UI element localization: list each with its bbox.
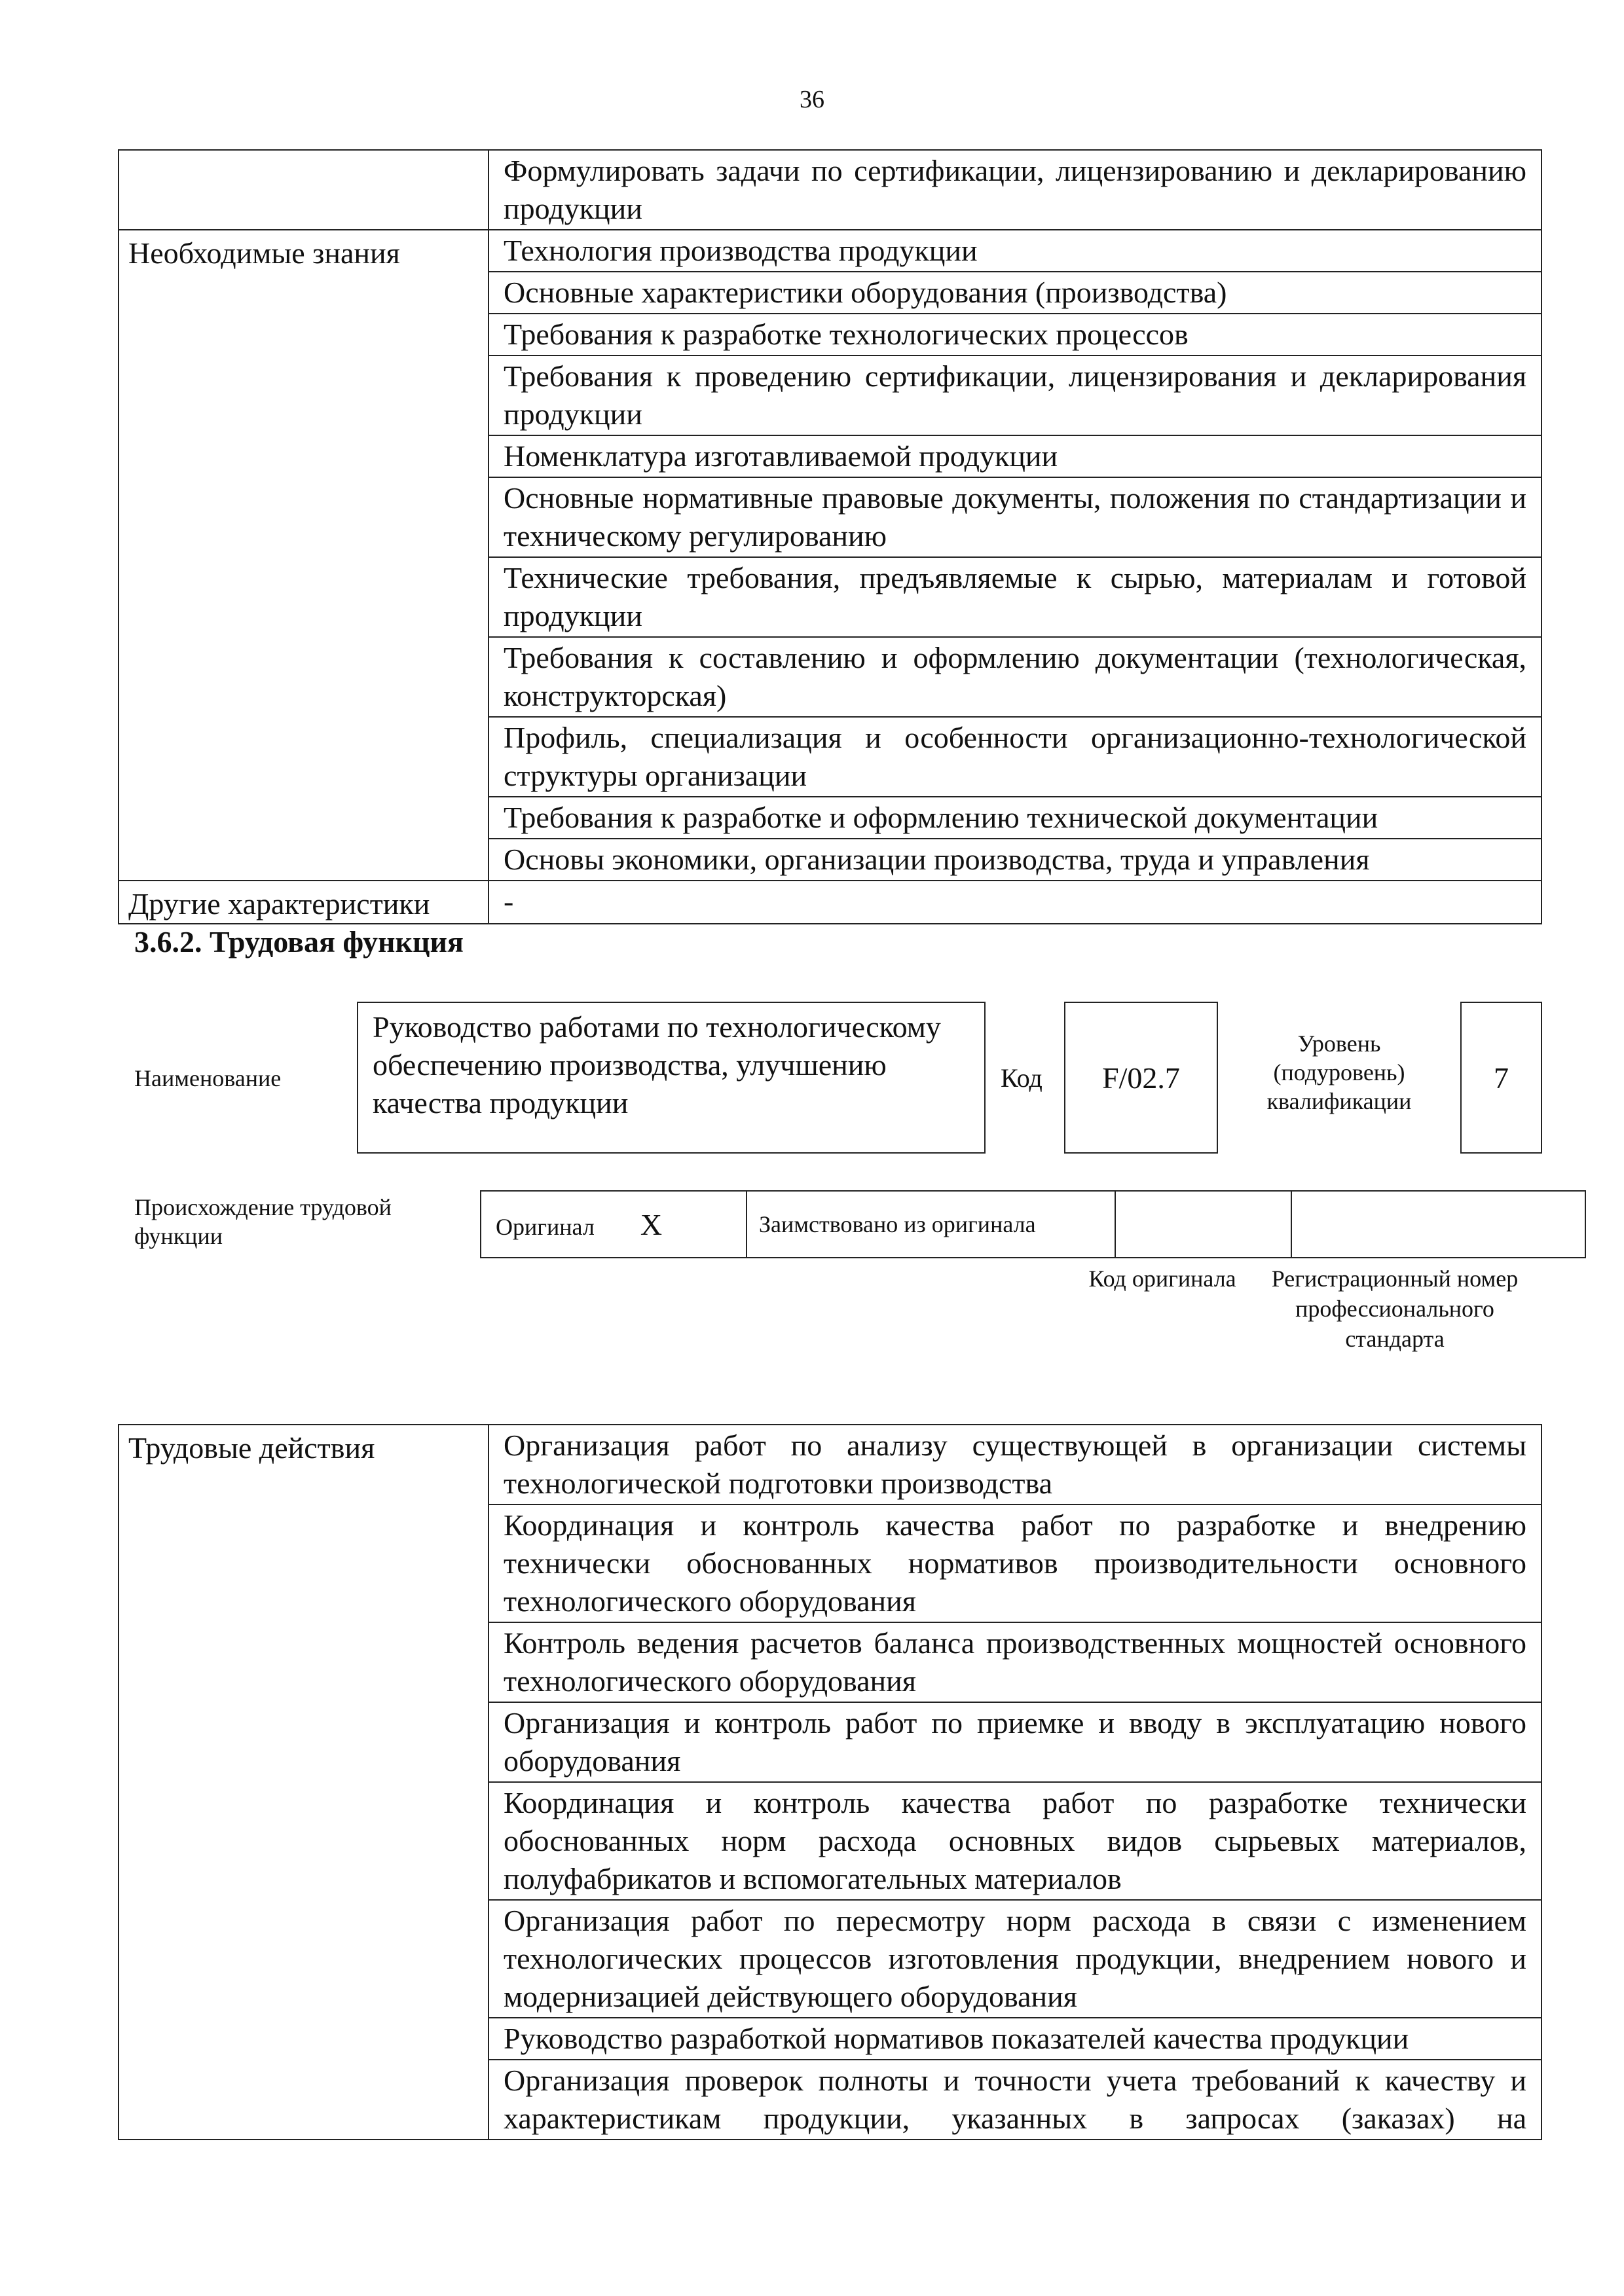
original-label: Оригинал xyxy=(496,1213,595,1240)
table-cell: Требования к проведению сертификации, лицензирования и декларирования продукции xyxy=(489,355,1541,435)
table-cell: Номенклатура изготавливаемой продукции xyxy=(489,435,1541,477)
table-cell: Профиль, специализация и особенности организационно-технологической структуры организации xyxy=(489,717,1541,797)
table-row xyxy=(481,1191,1585,1258)
code-value: F/02.7 xyxy=(1064,1002,1218,1154)
table-cell: Основные нормативные правовые документы, положения по стандартизации и техническому регулированию xyxy=(489,477,1541,557)
reg-caption: Регистрационный номер профессионального стандарта xyxy=(1271,1266,1519,1352)
level-label: Уровень (подуровень) квалификации xyxy=(1266,1030,1412,1114)
empty-label-cell xyxy=(119,150,489,230)
original-code-cell xyxy=(1115,1191,1291,1258)
table-cell: Контроль ведения расчетов баланса производственных мощностей основного технологического оборудования xyxy=(489,1622,1541,1702)
origin-table xyxy=(480,1190,1586,1258)
table-cell: Технические требования, предъявляемые к сырью, материалам и готовой продукции xyxy=(489,557,1541,637)
knowledge-label: Необходимые знания xyxy=(119,230,489,881)
other-label: Другие характеристики xyxy=(119,881,489,924)
table-cell: Организация проверок полноты и точности учета требований к качеству и характеристикам продукции, указанных в запросах (заказах) на xyxy=(489,2060,1541,2140)
page-number: 36 xyxy=(800,86,824,113)
code-label: Код xyxy=(1001,1063,1043,1093)
original-cell xyxy=(481,1191,747,1258)
origin-label: Происхождение трудовой функции xyxy=(134,1194,392,1249)
table-row xyxy=(119,230,1541,272)
table-row xyxy=(119,881,1541,924)
code-caption: Код оригинала xyxy=(1088,1266,1236,1292)
knowledge-table xyxy=(118,149,1542,924)
actions-label: Трудовые действия xyxy=(119,1425,489,2140)
name-value: Руководство работами по технологическому обеспечению производства, улучшению качества продукции xyxy=(357,1002,986,1154)
table-cell: Требования к составлению и оформлению документации (технологическая, конструкторская) xyxy=(489,637,1541,717)
table-cell: Технология производства продукции xyxy=(489,230,1541,272)
table-cell: Требования к разработке технологических процессов xyxy=(489,314,1541,355)
level-value: 7 xyxy=(1460,1002,1542,1154)
table-cell: Координация и контроль качества работ по разработке и внедрению технически обоснованных нормативов производительности основного технологического оборудования xyxy=(489,1504,1541,1622)
table-cell: Руководство разработкой нормативов показателей качества продукции xyxy=(489,2018,1541,2060)
table-cell: Координация и контроль качества работ по разработке технически обоснованных норм расхода основных видов сырьевых материалов, полуфабрикатов и вспомогательных материалов xyxy=(489,1782,1541,1900)
table-cell: Организация и контроль работ по приемке и вводу в эксплуатацию нового оборудования xyxy=(489,1702,1541,1782)
table-row xyxy=(119,1425,1541,1504)
borrowed-label: Заимствовано из оригинала xyxy=(747,1191,1115,1258)
table-cell: Организация работ по анализу существующей в организации системы технологической подготовки производства xyxy=(489,1425,1541,1504)
reg-number-cell xyxy=(1291,1191,1585,1258)
table-cell: Требования к разработке и оформлению технической документации xyxy=(489,797,1541,839)
table-cell: Основные характеристики оборудования (производства) xyxy=(489,272,1541,314)
other-value: - xyxy=(489,881,1541,924)
table-row xyxy=(119,150,1541,230)
actions-table xyxy=(118,1424,1542,2140)
original-mark: X xyxy=(640,1207,663,1241)
table-cell: Формулировать задачи по сертификации, лицензированию и декларированию продукции xyxy=(489,150,1541,230)
name-label: Наименование xyxy=(134,1065,282,1091)
table-cell: Основы экономики, организации производства, труда и управления xyxy=(489,839,1541,881)
table-cell: Организация работ по пересмотру норм расхода в связи с изменением технологических процессов изготовления продукции, внедрением нового и модернизацией действующего оборудования xyxy=(489,1900,1541,2018)
section-title: 3.6.2. Трудовая функция xyxy=(134,925,464,958)
